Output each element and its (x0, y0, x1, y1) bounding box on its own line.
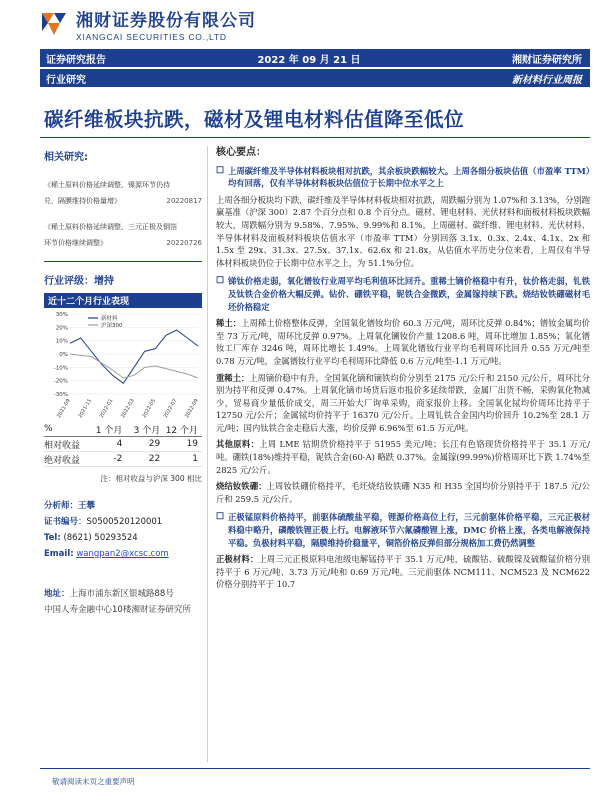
column-divider (207, 146, 208, 762)
legend-label: 新材料 (101, 316, 118, 322)
key-point-text: 上周碳纤维及半导体材料板块相对抗跌，其余板块跌幅较大。上周各细分板块估值（市盈率 TTM）均有回落，仅有半导体材料板块估值位于长期中位水平之上 (228, 165, 590, 189)
key-point (216, 511, 590, 549)
related-item-date: 20220726 (166, 239, 202, 247)
header-band-2 (40, 69, 590, 87)
x-tick-label: 2022-03 (120, 398, 136, 420)
footer-disclaimer: 敬请阅读末页之重要声明 (52, 777, 135, 786)
related-item-title: 《稀土原料价格延续调整、三元正极及铜箔 (44, 223, 177, 231)
cert-label: 证书编号 (44, 517, 79, 527)
x-tick-label: 2022-01 (98, 398, 115, 420)
chart-svg (44, 308, 202, 420)
main-content (216, 147, 590, 591)
key-point (216, 165, 590, 190)
y-tick-label: 30% (55, 312, 68, 318)
x-tick-label: 2022-05 (141, 398, 158, 420)
checkbox-icon: ☐ (216, 512, 225, 523)
paragraph-label: 其他原料： (216, 439, 260, 450)
table-row (44, 452, 202, 467)
table-header-row (44, 422, 202, 437)
paragraph-label: 烧结钕铁硼： (216, 481, 267, 492)
paragraph-text: 上周镝价稳中有升，全国氧化镝和镝铁均价分别至 2175 元/公斤和 2150 元/公斤，周环比分别为持平和反弹 0.47%。上周氧化镝市场货后返市报价多延续带跌，金属厂出货不畅，采购氧化物减少，贸易商少量低价成交，周三开始大厂询单采购，商家报价上移。全国氧化铽均价周环比持平于 12750 元/公斤；金属铽均价持平于 16370 元/公斤。上周钆铁合金国内均价回升 10.2%至 28.1 万元/吨；国内钛铁合金走稳后大涨，均价反弹 6.96%至 61.5 万元/吨。 (216, 372, 590, 433)
key-points-title: 核心要点： (216, 147, 266, 158)
x-tick-label: 2021-09 (56, 398, 72, 420)
paragraph-text: 上周 LME 钴期货价格持平于 51955 美元/吨；长江有色铬现货价格持平于 35.1 万元/吨。硼铁(18%)维持平稳，铌铁合金(60-A) 略跌 0.37%。金属镓(99.99%)价格周环比下跌 1.74%至 2825 元/公斤。 (216, 439, 590, 475)
y-tick-label: -20% (53, 378, 68, 385)
analyst-name: 分析师：王攀 (44, 501, 96, 511)
report-category: 行业研究 (46, 74, 86, 86)
chart-title: 近十二个月行业表现 (44, 293, 202, 308)
related-item-title2: 环节价格继续调整》 (44, 239, 107, 247)
table-header-cell: 12 个月 (165, 425, 199, 436)
paragraph-label: 正极材料： (216, 554, 259, 565)
checkbox-icon: ☐ (216, 276, 225, 287)
industry-rating: 行业评级：增持 (44, 276, 114, 287)
paragraph-text: 上周三元正极原料电池级电解锰持平于 35.1 万元/吨，硫酸钴、硫酸镍及硫酸锰价格分别持平于 6 万元/吨、3.73 万元/吨和 0.69 万元/吨。三元前驱体 NCM111、NCM523 及 NCM622 价格分别持平于 10.7 (216, 554, 590, 590)
table-cell: 22 (148, 454, 161, 464)
paragraph (216, 372, 590, 435)
related-item-title: 《稀土原料价格延续调整、镍源环节仍待 (44, 181, 170, 189)
related-list (44, 177, 202, 251)
table-cell: 1 (192, 454, 199, 464)
tel-value: (8621) 50293524 (63, 533, 138, 543)
table-note: 注：相对收益与沪深 300 相比 (100, 474, 202, 483)
address-line1: 上海市浦东新区银城路88号 (69, 589, 174, 599)
divider (44, 261, 202, 262)
table-header-cell: 1 个月 (95, 425, 123, 436)
institute: 湘财证券研究所 (511, 54, 582, 66)
x-tick-label: 2022-07 (162, 398, 179, 420)
related-item[interactable] (44, 177, 202, 209)
y-tick-label: 10% (55, 338, 68, 345)
table-cell: 29 (148, 439, 161, 449)
table-cell: -2 (113, 454, 123, 464)
paragraph (216, 438, 590, 476)
key-point-text: 锑钛价格走弱，氧化镨钕行业周平均毛利值环比回升。重稀土镝价格稳中有升，钛价格走弱，钆铁及钛铁合金价格大幅反弹。钻价、硼铁平稳，铌铁合金微跌，金属镓持续下跌。烧结钕铁硼磁材毛坯价格稳定 (228, 276, 590, 312)
paragraph-label: 重稀土： (216, 372, 250, 383)
performance-chart (44, 308, 202, 420)
address-label: 地址： (44, 589, 70, 599)
related-title: 相关研究: (44, 152, 88, 163)
logo-en: XIANGCAI SECURITIES CO.,LTD (76, 32, 227, 42)
x-tick-label: 2022-09 (184, 398, 200, 420)
paragraph: 上周各细分板块均下跌，碳纤维及半导体材料板块相对抗跌，周跌幅分别为 1.07%和 3.13%，分别跑赢基准（沪深 300）2.87 个百分点和 0.8 个百分点。磁材、锂电材料、光伏材料和面板材料板块跌幅较大，周跌幅分别为 9.58%、7.95%、9.99%和 8.1%。上周磁材、碳纤维、锂电材料、光伏材料、半导体材料及面板材料板块估值水平（市盈率 TTM）分别回落 3.1x、0.3x、2.4x、4.1x、2x 和 1.5x 至 29x、31.3x、27.5x、37.1x、62.6x 和 21.8x。从估值水平历史分位来看，上周仅有半导体材料板块仍位于长期中位水平之上，为 51.1%分位。 (216, 194, 590, 268)
legend-label: 沪深300 (101, 323, 123, 329)
left-sidebar (44, 148, 202, 618)
cert-value: ：S0500520120001 (78, 517, 163, 527)
email-link[interactable]: wangpan2@xcsc.com (76, 549, 169, 559)
series-line (70, 354, 198, 378)
header-band (40, 49, 590, 67)
paragraph-text: 上周钕铁硼价格持平，毛坯烧结钕铁硼 N35 和 H35 全国均价分别持平于 187.5 元/公斤和 259.5 元/公斤。 (216, 481, 590, 504)
report-series: 新材料行业周报 (512, 74, 582, 86)
footer-divider (40, 768, 590, 769)
logo-mark-icon (38, 9, 70, 39)
analyst-info (44, 498, 202, 562)
address-line2: 中国人寿金融中心10楼湘财证券研究所 (44, 605, 191, 615)
paragraph-label: 稀土： (216, 318, 242, 329)
table-cell: 绝对收益 (44, 455, 81, 466)
y-tick-label: -10% (53, 365, 68, 372)
key-point (216, 275, 590, 313)
table-cell: 相对收益 (44, 440, 81, 451)
page-title: 碳纤维板块抗跌，磁材及锂电材料估值降至低位 (44, 108, 465, 131)
table-cell: 19 (186, 439, 199, 449)
paragraph (216, 317, 590, 367)
company-logo (38, 6, 256, 42)
table-header-cell: 3 个月 (133, 425, 161, 436)
x-tick-label: 2021-11 (77, 398, 94, 420)
y-tick-label: 0% (59, 352, 68, 358)
table-row (44, 437, 202, 452)
address (44, 586, 202, 618)
title-divider (40, 137, 590, 138)
logo-cn: 湘财证券股份有限公司 (76, 11, 256, 31)
paragraph (216, 553, 590, 591)
tel-label: Tel: (44, 533, 61, 543)
report-date: 2022 年 09 月 21 日 (257, 54, 361, 66)
y-tick-label: 20% (55, 325, 68, 332)
table-header-cell: % (44, 424, 53, 434)
paragraph (216, 480, 590, 505)
performance-table (44, 422, 202, 484)
paragraph-text: 上周稀土价格整体反弹，全国氧化镨钕均价 60.3 万元/吨，周环比反弹 0.84%；镨钕金属均价至 73 万元/吨，周环比反弹 0.97%。上周氧化镧钕价产量 1208.6 吨，周环比增加 1.85%；氧化镨钕工厂库存 3246 吨，周环比增长 1.49%。上周氧化镨钕行业平均毛利周环比回升 0.55 万元/吨至 0.78 万元/吨，金属镨钕行业平均毛利周环比降低 0.6 万元/吨至-1.1 万元/吨。 (216, 318, 590, 366)
table-cell: 4 (116, 439, 123, 449)
related-item-title2: 兑，隔膜维持价格量增》 (44, 197, 121, 205)
report-type: 证券研究报告 (46, 54, 106, 66)
email-label: Email: (44, 549, 74, 559)
key-point-text: 正极锰原料价格持平，前驱体硫酸盐平稳，锂源价格高位上行，三元前驱体价格平稳，三元正极材料稳中略升，磷酸铁锂正极上行。电解液环节六氟磷酸锂上涨，DMC 价格上涨，各类电解液保持平稳。负极材料平稳，隔膜维持价稳量平，铜箔价格反弹但部分规格加工费仍然调整 (228, 512, 590, 548)
checkbox-icon: ☐ (216, 165, 225, 176)
related-item[interactable] (44, 219, 202, 251)
y-tick-label: -30% (53, 392, 68, 398)
related-item-date: 20220817 (166, 197, 202, 205)
